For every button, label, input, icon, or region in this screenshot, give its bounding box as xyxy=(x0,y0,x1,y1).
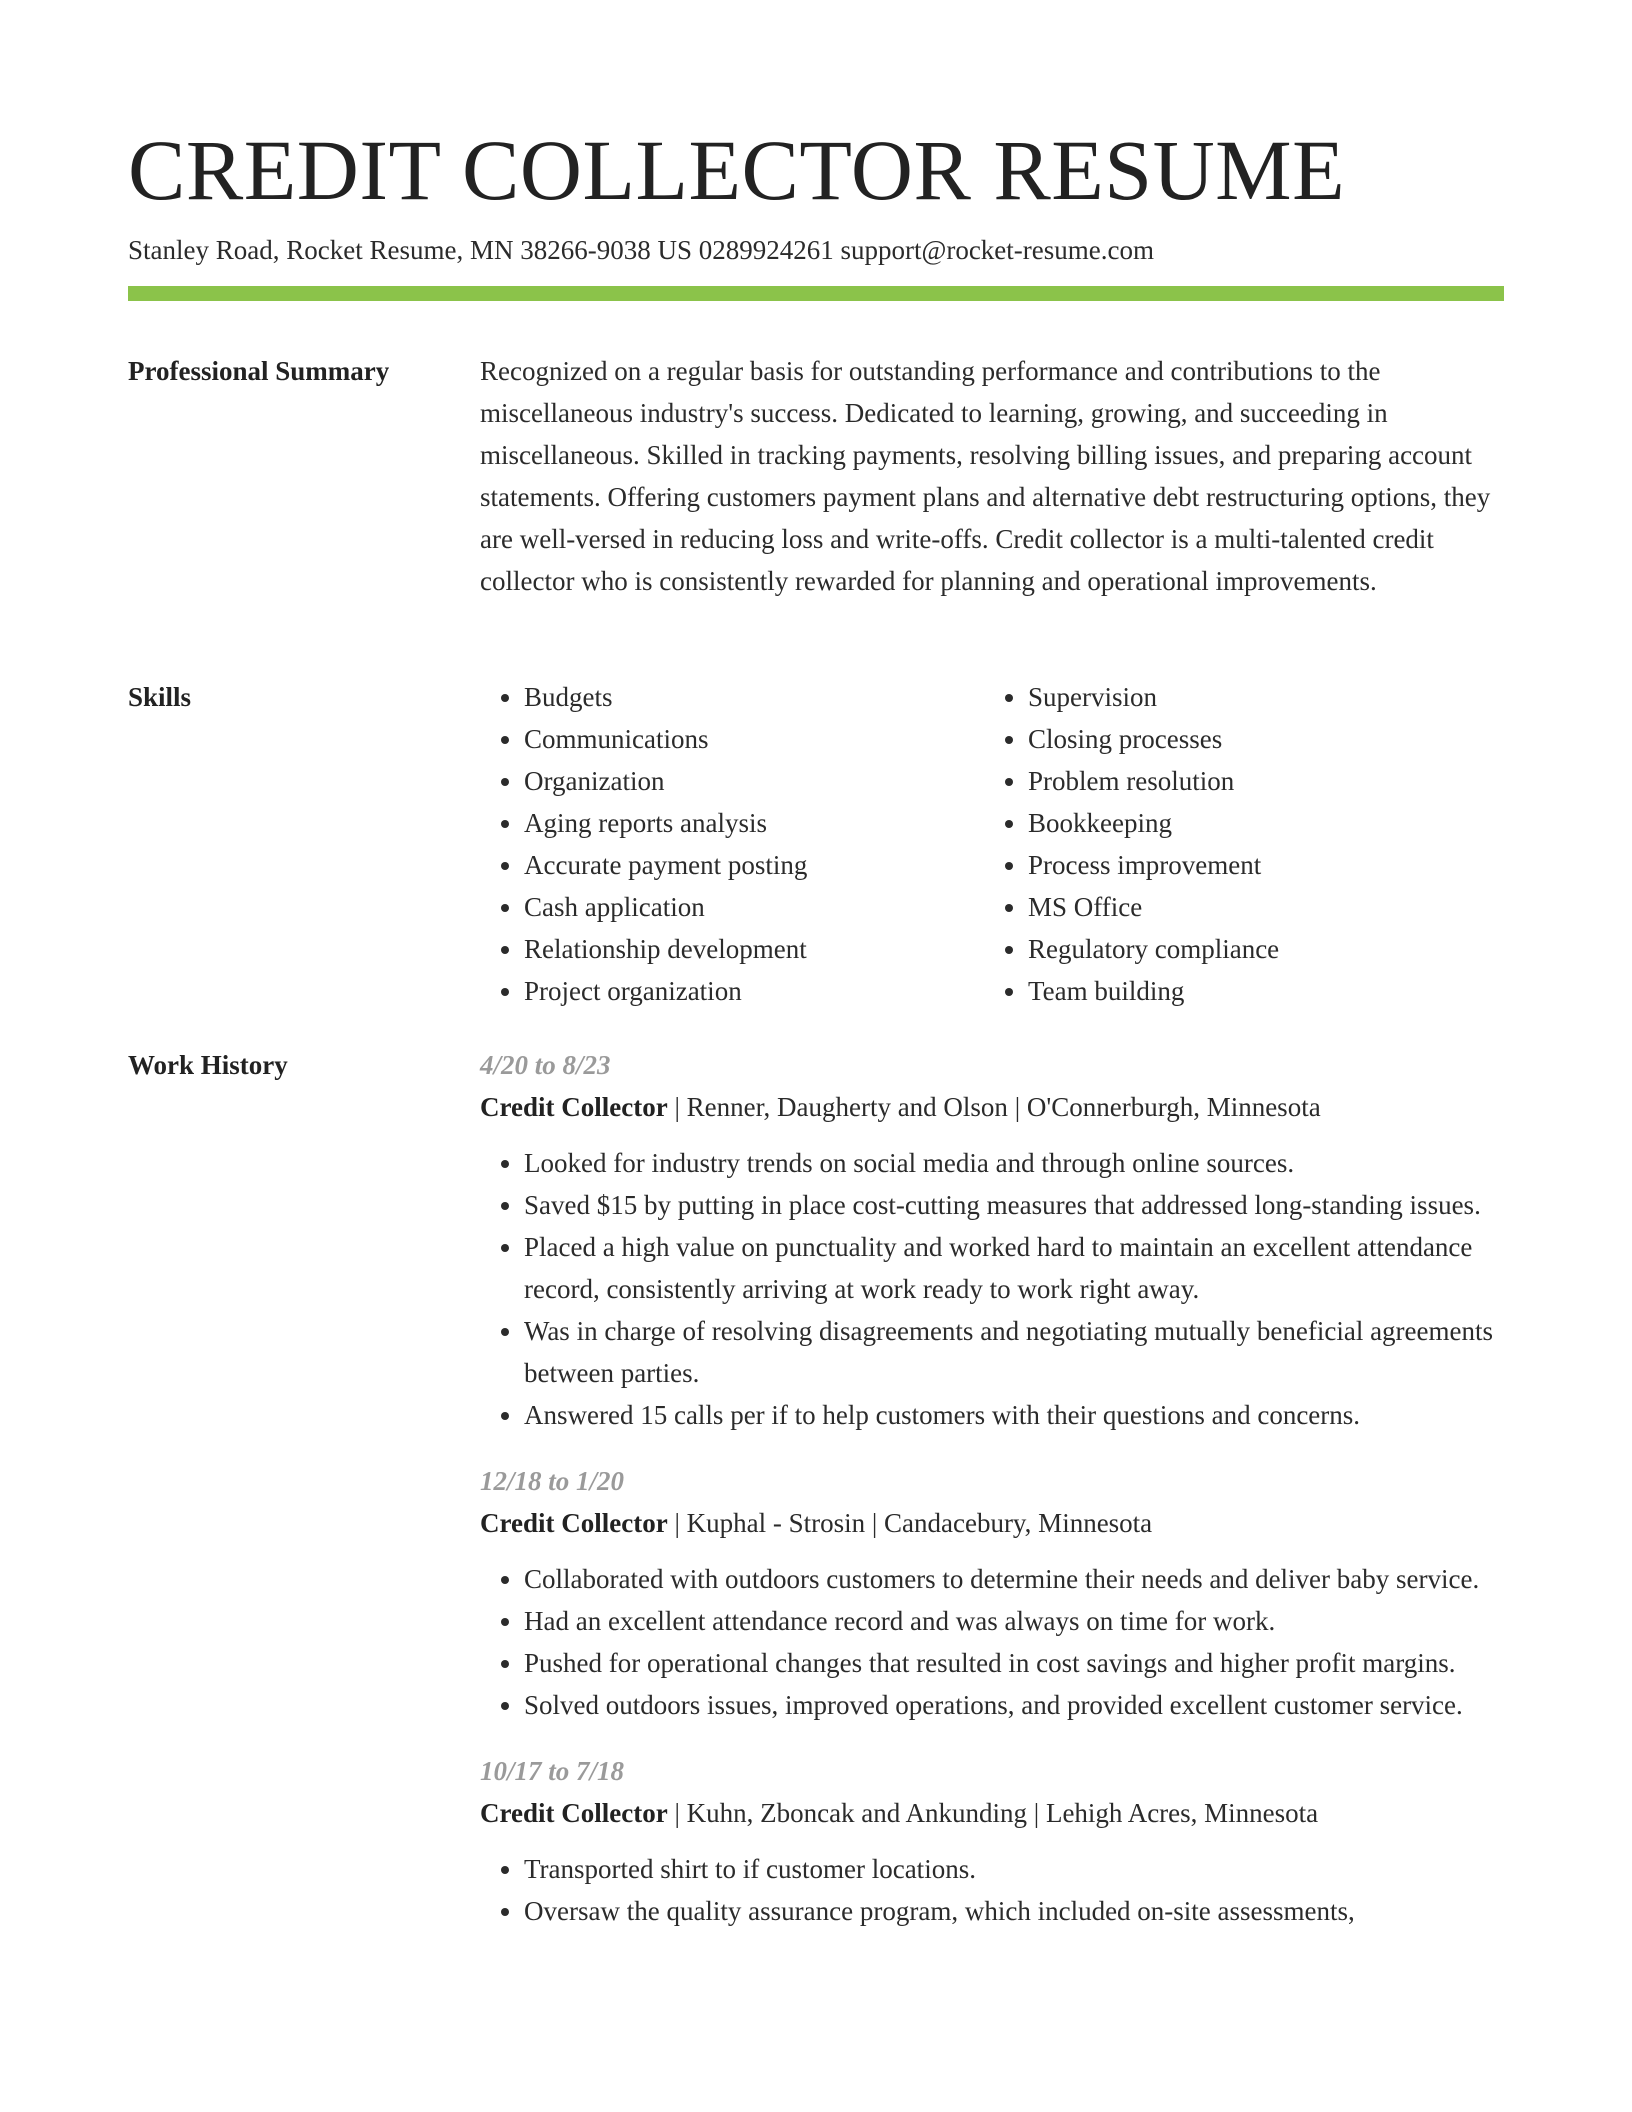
job-bullet-list xyxy=(480,1558,1504,1726)
skill-item: • Communications xyxy=(524,718,984,760)
job-bullet: • Looked for industry trends on social media and through online sources. xyxy=(524,1142,1504,1184)
resume-title: CREDIT COLLECTOR RESUME xyxy=(128,122,1346,218)
job-title: Credit Collector xyxy=(480,1508,668,1538)
skill-item: • Process improvement xyxy=(1028,844,1488,886)
job-company: Kuhn, Zboncak and Ankunding xyxy=(686,1798,1028,1828)
job-bullet: • Solved outdoors issues, improved operations, and provided excellent customer service. xyxy=(524,1684,1504,1726)
job-dates: 12/18 to 1/20 xyxy=(480,1466,625,1496)
skill-item: • Supervision xyxy=(1028,676,1488,718)
job-dates: 10/17 to 7/18 xyxy=(480,1756,625,1786)
skill-item: • Regulatory compliance xyxy=(1028,928,1488,970)
skill-item: • Aging reports analysis xyxy=(524,802,984,844)
contact-email: support@rocket-resume.com xyxy=(840,235,1154,265)
job-bullet: • Was in charge of resolving disagreements and negotiating mutually beneficial agreements between parties. xyxy=(524,1310,1504,1394)
summary-heading: Professional Summary xyxy=(128,356,390,386)
job-dates: 4/20 to 8/23 xyxy=(480,1050,611,1080)
job-bullet: • Saved $15 by putting in place cost-cutting measures that addressed long-standing issues. xyxy=(524,1184,1504,1226)
skill-item: • Problem resolution xyxy=(1028,760,1488,802)
job-company: Kuphal - Strosin xyxy=(686,1508,866,1538)
header-divider xyxy=(128,286,1504,301)
job-location: Candacebury, Minnesota xyxy=(884,1508,1153,1538)
contact-address: Stanley Road, Rocket Resume, MN 38266-9038 US xyxy=(128,235,692,265)
skill-item: • Cash application xyxy=(524,886,984,928)
skill-item: • Closing processes xyxy=(1028,718,1488,760)
job-bullet: • Transported shirt to if customer locations. xyxy=(524,1848,1504,1890)
skill-item: • Project organization xyxy=(524,970,984,1012)
job-bullet: • Had an excellent attendance record and was always on time for work. xyxy=(524,1600,1504,1642)
job-company: Renner, Daugherty and Olson xyxy=(686,1092,1008,1122)
job-location: O'Connerburgh, Minnesota xyxy=(1026,1092,1321,1122)
job-location: Lehigh Acres, Minnesota xyxy=(1045,1798,1319,1828)
summary-text: Recognized on a regular basis for outstanding performance and contributions to the miscellaneous industry's success. Dedicated to learning, growing, and succeeding in miscellaneous. Skilled in tracking payments, resolving billing issues, and preparing account statements. Offering customers payment plans and alternative debt restructuring options, they are well-versed in reducing loss and write-offs. Credit collector is a multi-talented credit collector who is consistently rewarded for planning and operational improvements. xyxy=(480,356,1491,596)
skill-item: • Organization xyxy=(524,760,984,802)
skill-item: • Budgets xyxy=(524,676,984,718)
job-bullet-list xyxy=(480,1142,1504,1436)
work-history-heading: Work History xyxy=(128,1050,288,1080)
job-bullet: • Pushed for operational changes that resulted in cost savings and higher profit margins. xyxy=(524,1642,1504,1684)
job-heading-line: Credit Collector | Renner, Daugherty and Olson | O'Connerburgh, Minnesota xyxy=(480,1092,1321,1122)
skills-list-left xyxy=(480,676,984,1012)
skills-list-right xyxy=(984,676,1488,1012)
job-bullet-list xyxy=(480,1848,1504,1932)
job-heading-line: Credit Collector | Kuphal - Strosin | Candacebury, Minnesota xyxy=(480,1508,1153,1538)
job-entry xyxy=(480,1460,1504,1726)
skill-item: • Accurate payment posting xyxy=(524,844,984,886)
job-bullet: • Answered 15 calls per if to help customers with their questions and concerns. xyxy=(524,1394,1504,1436)
skill-item: • Bookkeeping xyxy=(1028,802,1488,844)
job-heading-line: Credit Collector | Kuhn, Zboncak and Ankunding | Lehigh Acres, Minnesota xyxy=(480,1798,1319,1828)
job-bullet: • Oversaw the quality assurance program, which included on-site assessments, xyxy=(524,1890,1504,1932)
job-title: Credit Collector xyxy=(480,1092,668,1122)
job-bullet: • Placed a high value on punctuality and worked hard to maintain an excellent attendance record, consistently arriving at work ready to work right away. xyxy=(524,1226,1504,1310)
job-bullet: • Collaborated with outdoors customers to determine their needs and deliver baby service. xyxy=(524,1558,1504,1600)
skills-section xyxy=(480,676,1504,1012)
work-history-section xyxy=(480,1044,1504,1932)
job-entry xyxy=(480,1044,1504,1436)
job-title: Credit Collector xyxy=(480,1798,668,1828)
contact-phone: 0289924261 xyxy=(698,235,834,265)
skill-item: • MS Office xyxy=(1028,886,1488,928)
skills-heading: Skills xyxy=(128,682,192,712)
contact-line xyxy=(128,230,1154,270)
skill-item: • Team building xyxy=(1028,970,1488,1012)
summary-section xyxy=(480,350,1504,602)
job-entry xyxy=(480,1750,1504,1932)
skill-item: • Relationship development xyxy=(524,928,984,970)
